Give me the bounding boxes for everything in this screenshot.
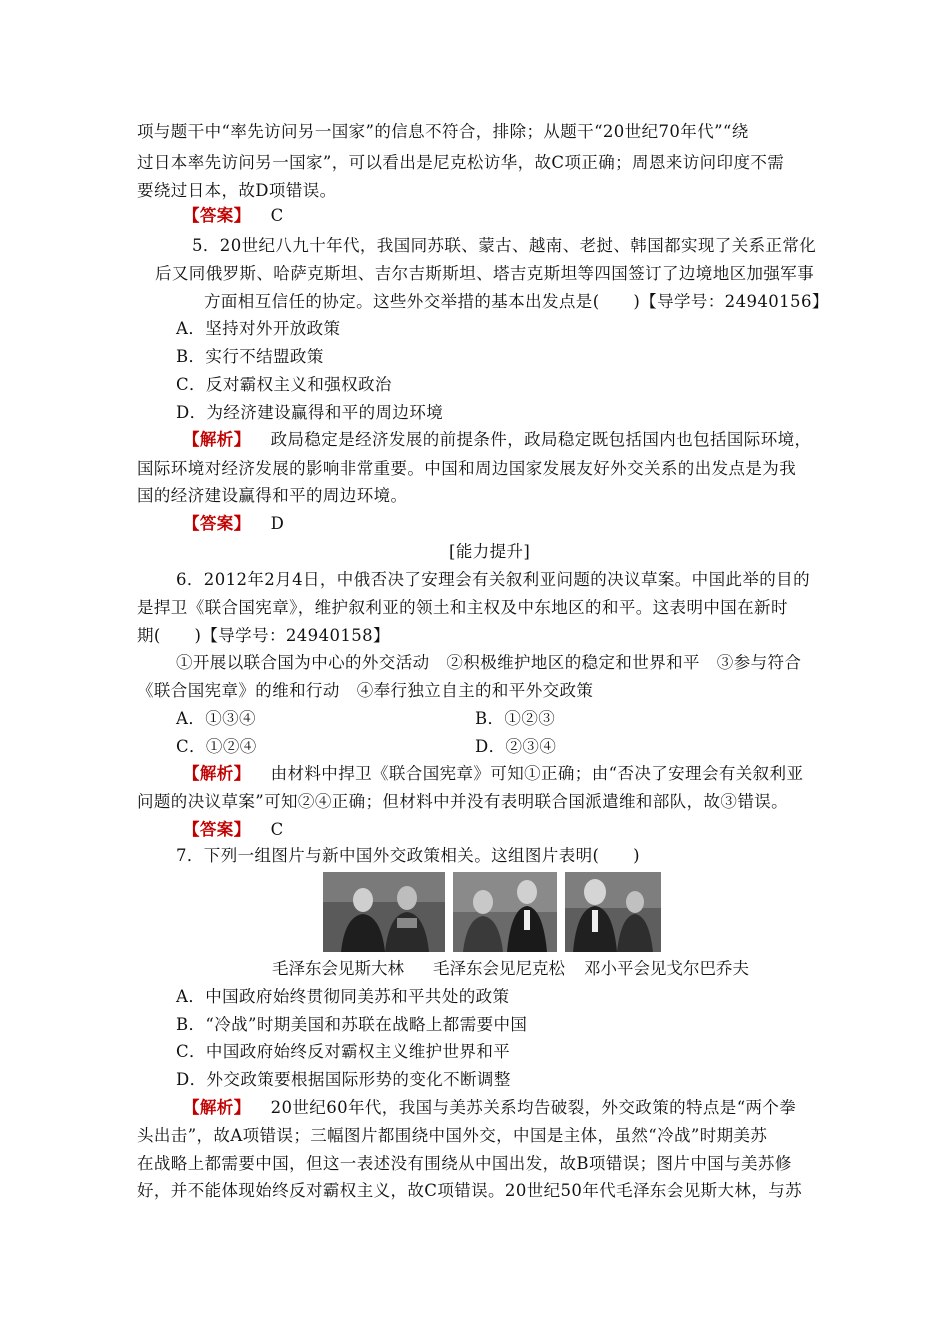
analysis-text: 问题的决议草案”可知②④正确；但材料中并没有表明联合国派遣维和部队，故③错误。 [137,792,789,811]
analysis-tag: 【解析】 [183,430,251,449]
analysis-line [183,763,803,785]
analysis-text: 国际环境对经济发展的影响非常重要。中国和周边国家发展友好外交关系的出发点是为我 [137,459,797,478]
option-a: A．中国政府始终贯彻同美苏和平共处的政策 [176,987,510,1006]
question-text: 后又同俄罗斯、哈萨克斯坦、吉尔吉斯斯坦、塔吉克斯坦等四国签订了边境地区加强军事 [155,264,815,283]
analysis-text: 20世纪60年代，我国与美苏关系均告破裂，外交政策的特点是“两个拳 [270,1098,797,1117]
option-b: B．实行不结盟政策 [176,347,324,366]
answer-value: D [270,514,285,533]
answer-value: C [270,206,284,225]
option-c: C．反对霸权主义和强权政治 [176,375,392,394]
section-heading: [能力提升] [449,542,531,561]
photo-caption: 邓小平会见戈尔巴乔夫 [584,959,749,978]
photo-mao-nixon [453,872,557,952]
analysis-tag: 【解析】 [183,1098,251,1117]
text-line: 要绕过日本，故D项错误。 [137,181,337,200]
option-a: A．坚持对外开放政策 [176,319,341,338]
answer-tag: 【答案】 [183,206,251,225]
question-text: 是捍卫《联合国宪章》，维护叙利亚的领土和主权及中东地区的和平。这表明中国在新时 [137,598,788,617]
analysis-text: 好，并不能体现始终反对霸权主义，故C项错误。20世纪50年代毛泽东会见斯大林，与苏 [137,1181,803,1200]
option-a: A．①③④ [176,709,256,728]
analysis-line [183,429,811,451]
option-c: C．中国政府始终反对霸权主义维护世界和平 [176,1042,511,1061]
option-d: D．为经济建设赢得和平的周边环境 [176,403,444,422]
question-text: 方面相互信任的协定。这些外交举措的基本出发点是( )【导学号：24940156】 [204,292,829,311]
analysis-text: 政局稳定是经济发展的前提条件，政局稳定既包括国内也包括国际环境， [270,430,812,449]
answer-tag: 【答案】 [183,514,251,533]
text-line: 项与题干中“率先访问另一国家”的信息不符合，排除；从题干“20世纪70年代”“绕 [137,122,749,141]
answer-value: C [270,820,284,839]
photo-caption: 毛泽东会见斯大林 [272,959,404,978]
answer-line [183,205,284,227]
question-text: 5．20世纪八九十年代，我国同苏联、蒙古、越南、老挝、韩国都实现了关系正常化 [192,236,817,255]
option-row [176,736,776,758]
question-text: 6．2012年2月4日，中俄否决了安理会有关叙利亚问题的决议草案。中国此举的目的 [176,570,810,589]
option-b: B．“冷战”时期美国和苏联在战略上都需要中国 [176,1015,528,1034]
answer-line [183,513,284,535]
option-c: C．①②④ [176,737,257,756]
question-text: 7．下列一组图片与新中国外交政策相关。这组图片表明( ) [176,846,640,865]
analysis-text: 国的经济建设赢得和平的周边环境。 [137,486,408,505]
analysis-text: 在战略上都需要中国，但这一表述没有围绕从中国出发，故B项错误；图片中国与美苏修 [137,1154,792,1173]
option-b: B．①②③ [475,709,556,728]
analysis-text: 由材料中捍卫《联合国宪章》可知①正确；由“否决了安理会有关叙利亚 [270,764,804,783]
photo-mao-stalin [323,872,445,952]
question-text: 《联合国宪章》的维和行动 ④奉行独立自主的和平外交政策 [137,681,594,700]
question-text: 期( )【导学号：24940158】 [137,626,390,645]
question-text: ①开展以联合国为中心的外交活动 ②积极维护地区的稳定和世界和平 ③参与符合 [176,653,802,672]
option-row [176,708,776,730]
analysis-line [183,1097,796,1119]
option-d: D．外交政策要根据国际形势的变化不断调整 [176,1070,511,1089]
answer-tag: 【答案】 [183,820,251,839]
analysis-text: 头出击”，故A项错误；三幅图片都围绕中国外交，中国是主体，虽然“冷战”时期美苏 [137,1126,768,1145]
option-d: D．②③④ [475,737,557,756]
photo-deng-gorbachev [565,872,661,952]
analysis-tag: 【解析】 [183,764,251,783]
answer-line [183,819,284,841]
photo-caption: 毛泽东会见尼克松 [433,959,565,978]
text-line: 过日本率先访问另一国家”，可以看出是尼克松访华，故C项正确；周恩来访问印度不需 [137,153,785,172]
